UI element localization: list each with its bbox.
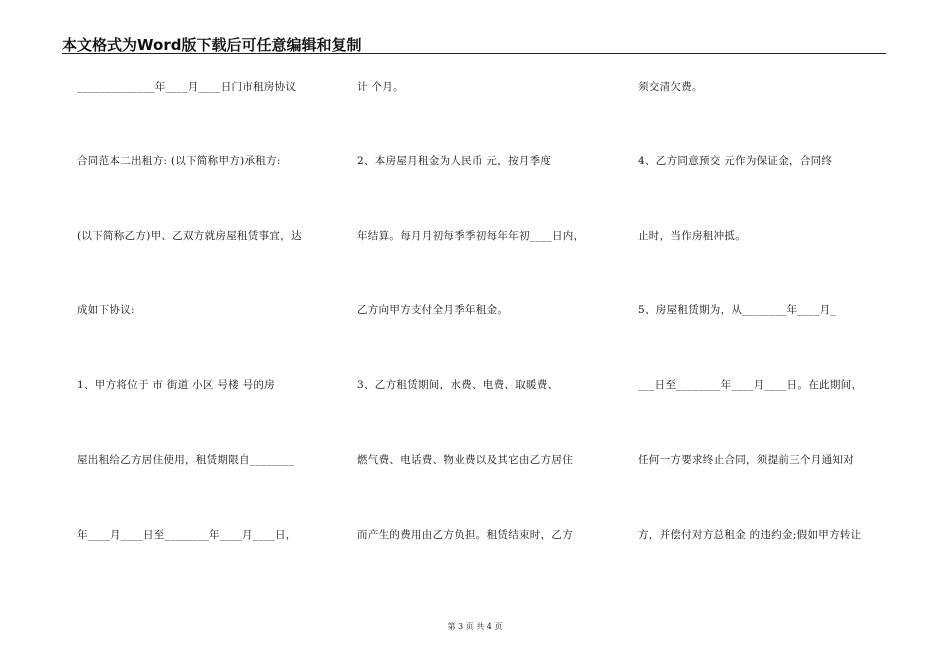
text-line: 乙方向甲方支付全月季年租金。	[357, 304, 509, 316]
text-line: 4、乙方同意预交 元作为保证金，合同终	[638, 155, 833, 167]
text-line: 成如下协议:	[77, 304, 135, 316]
text-line: 合同范本二出租方: (以下简称甲方)承租方:	[77, 155, 281, 167]
page-number: 第 3 页 共 4 页	[447, 622, 503, 631]
text-line: 年结算。每月月初每季季初每年年初____日内，	[357, 230, 585, 242]
text-line: 计 个月。	[357, 81, 404, 93]
text-line: 2、本房屋月租金为人民币 元，按月季度	[357, 155, 552, 167]
text-line: 而产生的费用由乙方负担。租赁结束时，乙方	[357, 529, 573, 541]
text-line: 止时，当作房租冲抵。	[638, 230, 746, 242]
text-line: 1、甲方将位于 市 街道 小区 号楼 号的房	[77, 379, 275, 391]
text-line: ___日至________年____月____日。在此期间，	[638, 379, 863, 391]
header-title: 本文格式为Word版下载后可任意编辑和复制	[62, 36, 362, 54]
text-line: 屋出租给乙方居住使用，租赁期限自________	[77, 454, 295, 466]
text-line: 须交清欠费。	[638, 81, 703, 93]
text-line: 燃气费、电话费、物业费以及其它由乙方居住	[357, 454, 573, 466]
text-line: 3、乙方租赁期间，水费、电费、取暖费、	[357, 379, 559, 391]
text-line: 年____月____日至________年____月____日，	[77, 529, 297, 541]
text-line: ______________年____月____日门市租房协议	[77, 81, 297, 93]
text-line: 方，并偿付对方总租金 的违约金;假如甲方转让	[638, 529, 862, 541]
text-line: (以下简称乙方)甲、乙双方就房屋租赁事宜，达	[77, 230, 302, 242]
text-line: 任何一方要求终止合同，须提前三个月通知对	[638, 454, 854, 466]
text-line: 5、房屋租赁期为，从________年____月_	[638, 304, 836, 316]
header-divider	[62, 53, 886, 54]
